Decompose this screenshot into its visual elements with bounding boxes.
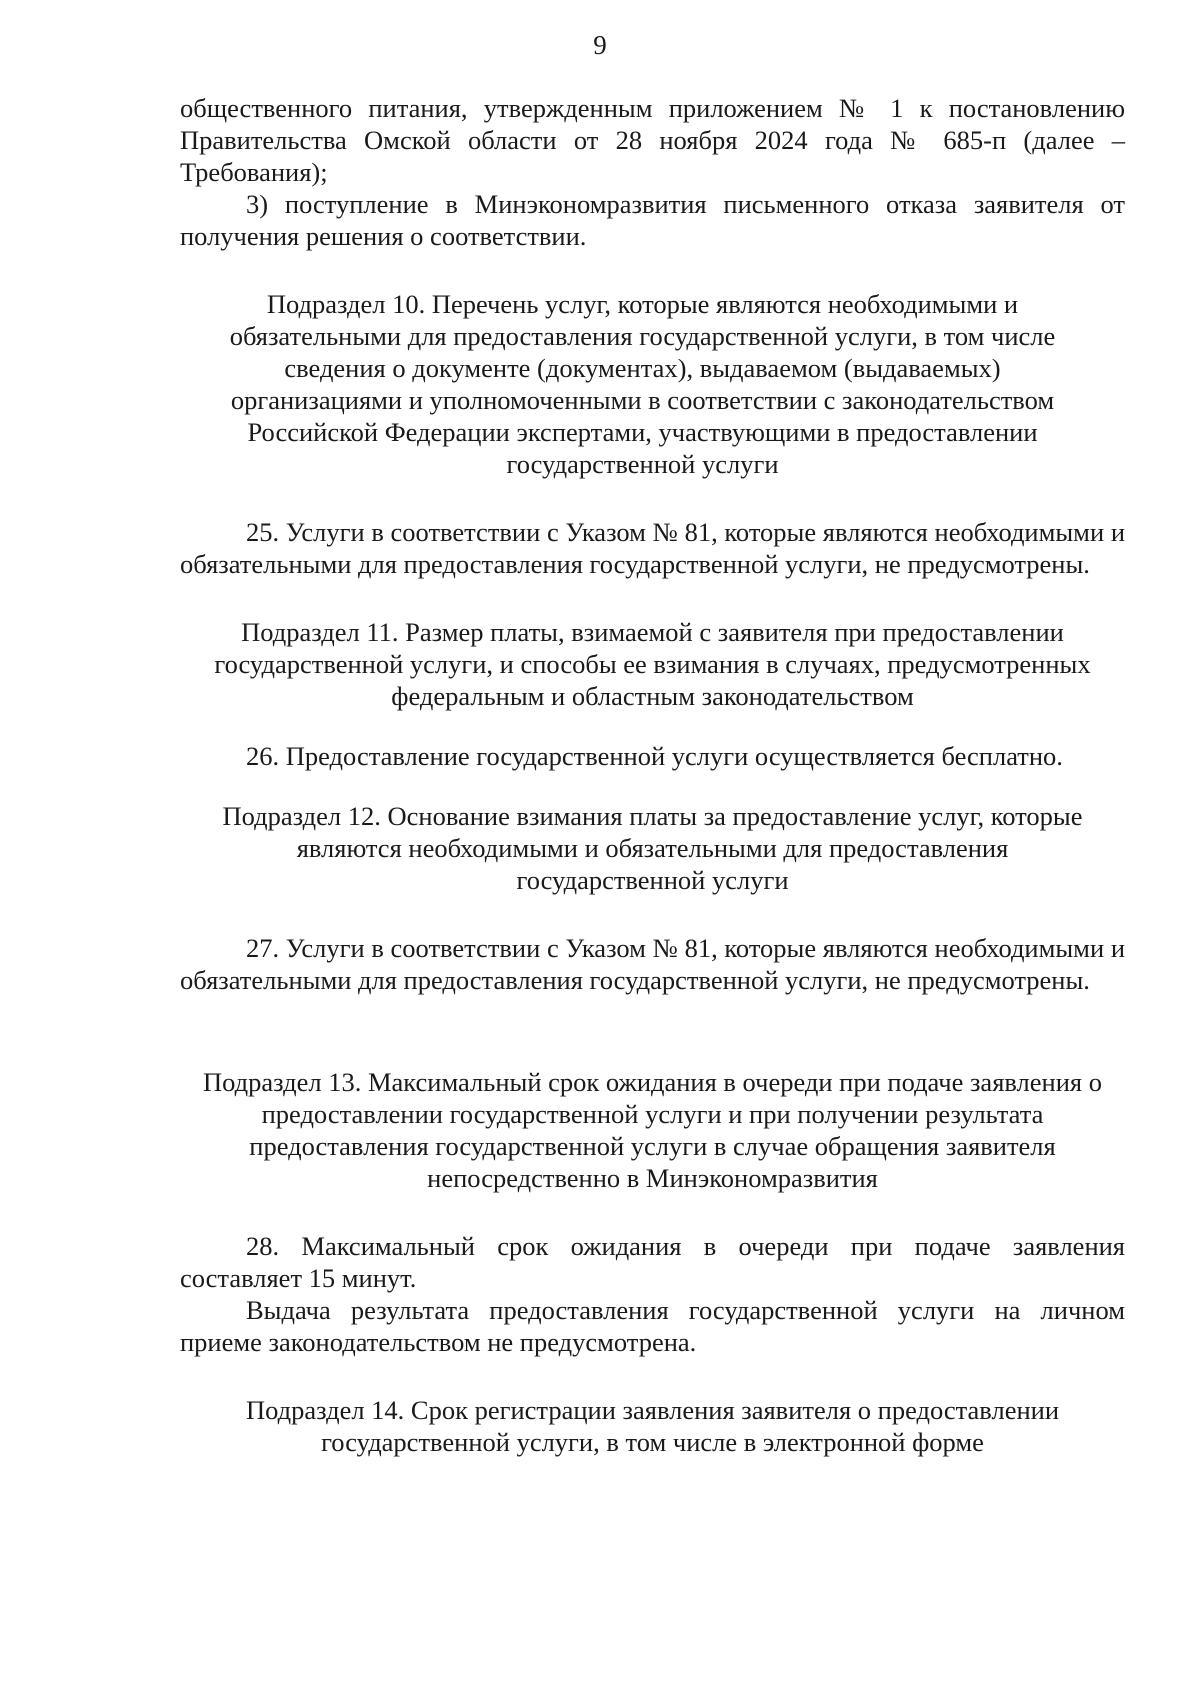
paragraph-28: 28. Максимальный срок ожидания в очереди при подаче заявления составляет 15 минут. — [180, 1231, 1125, 1293]
paragraph-result-issue: Выдача результата предоставления государственной услуги на личном приеме законодательством не предусмотрена. — [180, 1295, 1125, 1357]
subsection-heading-10: Подраздел 10. Перечень услуг, которые являются необходимыми и обязательными для предоставления государственной услуги, в том числе сведения о документе (документах), выдаваемом (выдаваемых) организациями и уполномоченными в соответствии с законодательством Российской Федерации экспертами, участвующими в предоставлении государственной услуги — [229, 289, 1056, 479]
document-body — [180, 92, 1125, 1458]
subsection-heading-11: Подраздел 11. Размер платы, взимаемой с заявителя при предоставлении государственной услуги, и способы ее взимания в случаях, предусмотренных федеральным и областным законодательством — [214, 617, 1091, 711]
paragraph-continuation: общественного питания, утвержденным приложением № 1 к постановлению Правительства Омской области от 28 ноября 2024 года № 685-п (далее – Требования); — [180, 93, 1125, 187]
paragraph-26: 26. Предоставление государственной услуги осуществляется бесплатно. — [246, 741, 1063, 771]
paragraph-25: 25. Услуги в соответствии с Указом № 81, которые являются необходимыми и обязательными для предоставления государственной услуги, не предусмотрены. — [180, 517, 1125, 579]
subsection-heading-12: Подраздел 12. Основание взимания платы за предоставление услуг, которые являются необходимыми и обязательными для предоставления государственной услуги — [222, 801, 1083, 895]
paragraph-item-3: 3) поступление в Минэкономразвития письменного отказа заявителя от получения решения о соответствии. — [180, 189, 1125, 251]
subsection-heading-14: Подраздел 14. Срок регистрации заявления заявителя о предоставлении государственной услуги, в том числе в электронной форме — [245, 1395, 1059, 1457]
paragraph-27: 27. Услуги в соответствии с Указом № 81, которые являются необходимыми и обязательными для предоставления государственной услуги, не предусмотрены. — [180, 933, 1125, 995]
subsection-heading-13: Подраздел 13. Максимальный срок ожидания в очереди при подаче заявления о предоставлении государственной услуги и при получении результата предоставления государственной услуги в случае обращения заявителя непосредственно в Минэкономразвития — [203, 1067, 1102, 1193]
page-number: 9 — [593, 30, 607, 60]
